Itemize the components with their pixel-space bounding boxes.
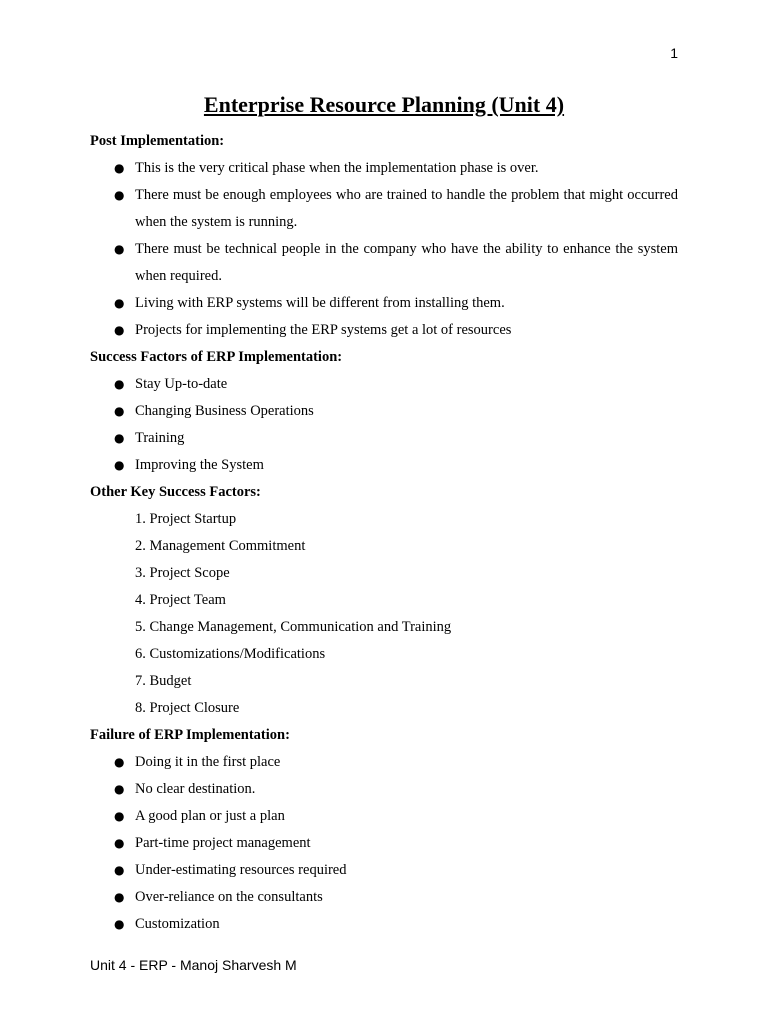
list-item-text: Improving the System	[135, 457, 264, 473]
list-item-text: No clear destination.	[135, 781, 256, 797]
other-key-factors-list	[90, 506, 678, 722]
section-heading-failure: Failure of ERP Implementation:	[90, 727, 290, 743]
list-item	[90, 182, 678, 236]
document-body	[90, 128, 678, 938]
list-item	[90, 884, 678, 911]
section-heading-post-implementation: Post Implementation:	[90, 133, 225, 149]
bullet-icon: ●	[114, 890, 125, 904]
list-item-text: There must be technical people in the company who have the ability to enhance the system when required.	[135, 241, 678, 284]
post-implementation-list	[90, 155, 678, 344]
bullet-icon: ●	[114, 458, 125, 472]
list-item-text: Training	[135, 430, 185, 446]
document-title: Enterprise Resource Planning (Unit 4)	[203, 92, 565, 117]
list-item-text: Changing Business Operations	[135, 403, 314, 419]
list-item: 4. Project Team	[135, 592, 226, 608]
bullet-icon: ●	[114, 161, 125, 175]
list-item: 2. Management Commitment	[135, 538, 306, 554]
bullet-icon: ●	[114, 188, 125, 202]
bullet-icon: ●	[114, 755, 125, 769]
list-item-text: This is the very critical phase when the implementation phase is over.	[135, 160, 539, 176]
list-item-text: Living with ERP systems will be different from installing them.	[135, 295, 505, 311]
list-item	[90, 749, 678, 776]
bullet-icon: ●	[114, 242, 125, 256]
list-item-text: Doing it in the first place	[135, 754, 281, 770]
bullet-icon: ●	[114, 431, 125, 445]
list-item	[90, 236, 678, 290]
list-item-text: A good plan or just a plan	[135, 808, 285, 824]
list-item	[90, 776, 678, 803]
list-item	[90, 155, 678, 182]
list-item-text: Projects for implementing the ERP systems get a lot of resources	[135, 322, 512, 338]
bullet-icon: ●	[114, 404, 125, 418]
list-item	[90, 911, 678, 938]
list-item	[90, 803, 678, 830]
list-item	[90, 425, 678, 452]
list-item-text: Customization	[135, 916, 220, 932]
list-item-text: There must be enough employees who are trained to handle the problem that might occurred when the system is running.	[135, 187, 678, 230]
list-item	[90, 398, 678, 425]
list-item: 5. Change Management, Communication and Training	[135, 619, 452, 635]
section-heading-other-key-factors: Other Key Success Factors:	[90, 484, 261, 500]
bullet-icon: ●	[114, 917, 125, 931]
page-footer: Unit 4 - ERP - Manoj Sharvesh M	[90, 957, 297, 973]
list-item: 6. Customizations/Modifications	[135, 646, 326, 662]
bullet-icon: ●	[114, 836, 125, 850]
list-item-text: Over-reliance on the consultants	[135, 889, 323, 905]
list-item	[90, 371, 678, 398]
section-heading-success-factors: Success Factors of ERP Implementation:	[90, 349, 343, 365]
list-item	[90, 830, 678, 857]
bullet-icon: ●	[114, 863, 125, 877]
bullet-icon: ●	[114, 296, 125, 310]
list-item-text: Stay Up-to-date	[135, 376, 228, 392]
success-factors-list	[90, 371, 678, 479]
list-item	[90, 290, 678, 317]
list-item-text: Part-time project management	[135, 835, 311, 851]
bullet-icon: ●	[114, 782, 125, 796]
list-item: 1. Project Startup	[135, 511, 237, 527]
list-item: 7. Budget	[135, 673, 192, 689]
bullet-icon: ●	[114, 809, 125, 823]
list-item	[90, 317, 678, 344]
list-item	[90, 452, 678, 479]
bullet-icon: ●	[114, 323, 125, 337]
failure-list	[90, 749, 678, 938]
list-item: 8. Project Closure	[135, 700, 240, 716]
list-item: 3. Project Scope	[135, 565, 230, 581]
list-item-text: Under-estimating resources required	[135, 862, 347, 878]
list-item	[90, 857, 678, 884]
page-number: 1	[670, 45, 678, 61]
bullet-icon: ●	[114, 377, 125, 391]
